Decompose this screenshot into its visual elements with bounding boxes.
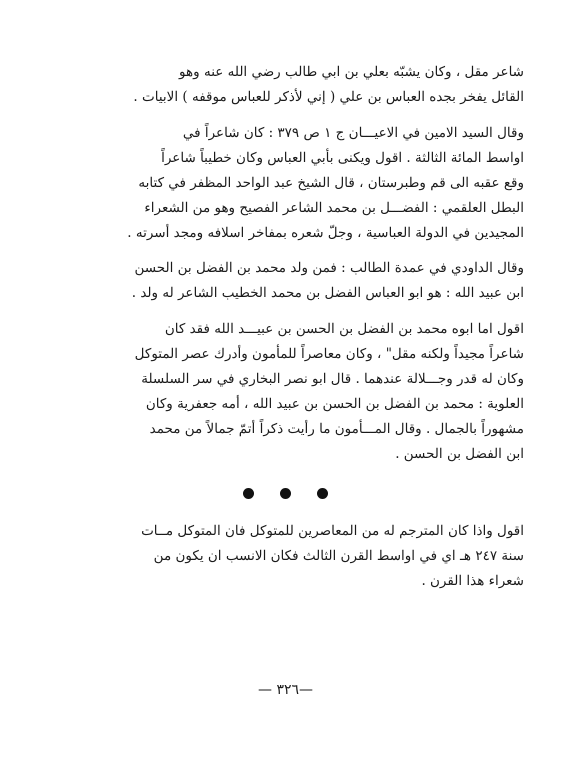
text-line: ابن الفضل بن الحسن . [395,446,524,462]
section-separator [0,488,571,502]
text-line: شاعر مقل ، وكان يشبّه بعلي بن ابي طالب رضي الله عنه وهو [179,64,524,80]
text-line: سنة ٢٤٧ هـ اي في اواسط القرن الثالث فكان الانسب ان يكون من [153,548,524,564]
text-line: ابن عبيد الله : هو ابو العباس الفضل بن محمد الخطيب الشاعر له ولد . [131,285,524,301]
text-line: العلوية : محمد بن الفضل بن الحسن بن عبيد الله ، أمه جعفرية وكان [145,396,524,412]
paragraph-poet-description [92,60,524,110]
text-line: البطل العلقمي : الفضـــل بن محمد الشاعر الفصيح وهو من الشعراء [144,200,524,216]
paragraph-al-amin-quote [92,121,524,246]
page-number: —٣٢٦ — [257,682,313,698]
text-line: القائل يفخر بجده العباس بن علي ( إني لأذكر للعباس موقفه ) الابيات . [133,89,524,105]
text-line: اقول واذا كان المترجم له من المعاصرين للمتوكل فان المتوكل مــات [141,523,524,539]
text-line: وقال الداودي في عمدة الطالب : فمن ولد محمد بن الفضل بن الحسن [134,260,524,276]
paragraph-conclusion [92,519,524,594]
text-line: وقع عقبه الى قم وطبرستان ، قال الشيخ عبد الواحد المظفر في كتابه [138,175,524,191]
text-line: وقال السيد الامين في الاعيـــان ج ١ ص ٣٧٩ : كان شاعراً في [182,125,524,141]
paragraph-dawudi-quote [92,256,524,306]
separator-dot [317,488,328,499]
text-line: المجيدين في الدولة العباسية ، وجلّ شعره بمفاخر اسلافه ومجد أسرته . [127,225,524,241]
separator-dot [243,488,254,499]
text-line: اقول اما ابوه محمد بن الفضل بن الحسن بن عبيـــد الله فقد كان [164,321,524,337]
text-line: وكان له قدر وجـــلالة عندهما . قال ابو نصر البخاري في سر السلسلة [141,371,524,387]
text-line: شاعراً مجيداً ولكنه مقل" ، وكان معاصراً للمأمون وأدرك عصر المتوكل [134,346,524,362]
text-line: مشهوراً بالجمال . وقال المـــأمون ما رأيت ذكراً أتمّ جمالاً من محمد [149,421,524,437]
separator-dot [280,488,291,499]
text-line: اواسط المائة الثالثة . اقول ويكنى بأبي العباس وكان خطيباً شاعراً [161,150,524,166]
paragraph-father-biography [92,317,524,467]
text-line: شعراء هذا القرن . [421,573,524,589]
